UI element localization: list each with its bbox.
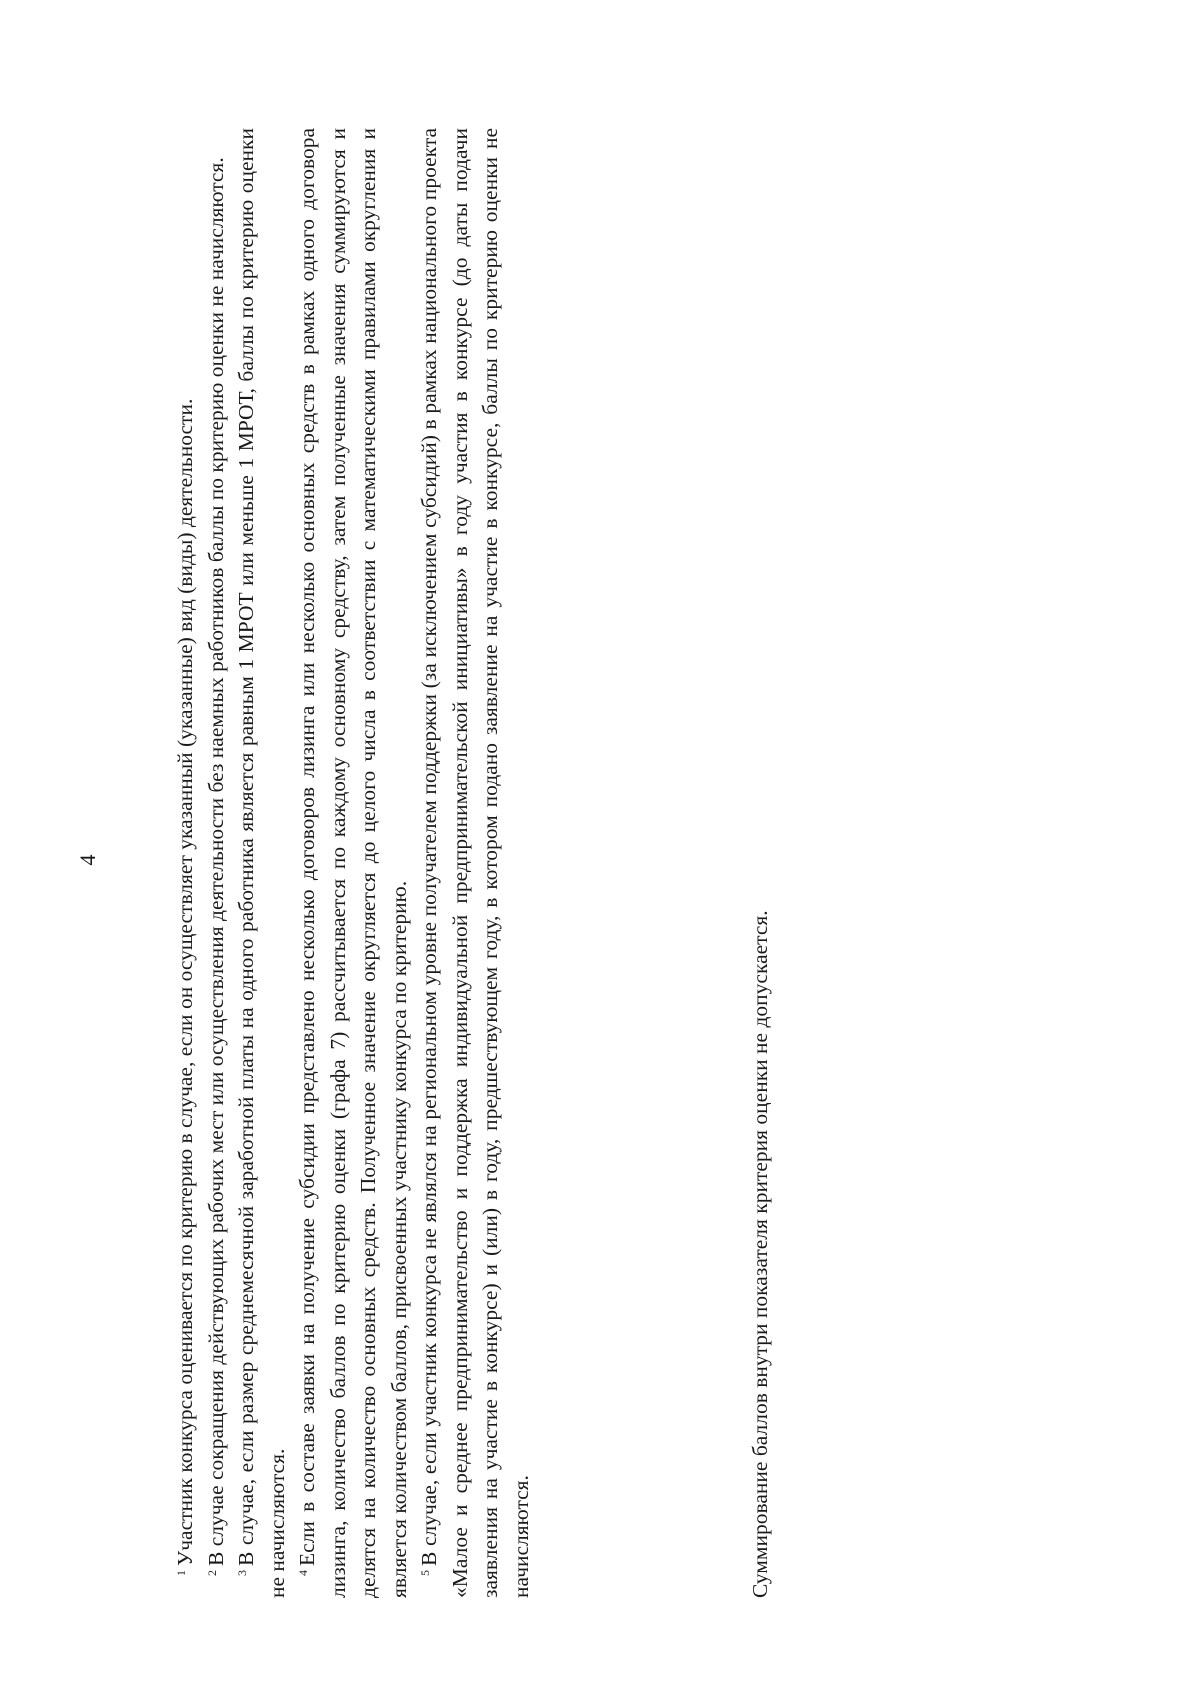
summary-note: Суммирование баллов внутри показателя критерия оценки не допускается. — [748, 910, 772, 1598]
footnote-text: Участник конкурса оценивается по критерию в случае, если он осуществляет указанный (указанные) вид (виды) деятельности. — [173, 398, 197, 1566]
footnote-text: В случае, если участник конкурса не являлся на региональном уровне получателем поддержки (за исключением субсидий) в рамках национального проекта «Малое и среднее предпринимательство и поддержка индивидуальной предпринимательской инициативы» в году участия в конкурсе (до даты подачи заявления на участие в конкурсе) и (или) в году, предшествующем году, в котором подано заявление на участие в конкурсе, баллы по критерию оценки не начисляются. — [417, 128, 533, 1598]
footnote-4 — [292, 128, 414, 1598]
footnote-1 — [170, 128, 201, 1598]
footnote-5 — [414, 128, 536, 1598]
rotated-page-content — [75, 128, 810, 1598]
footnote-2 — [201, 128, 232, 1598]
footnote-mark: 5 — [418, 1570, 432, 1576]
footnote-mark: 3 — [235, 1570, 249, 1576]
page-number: 4 — [75, 854, 100, 866]
footnote-mark: 1 — [174, 1570, 188, 1576]
footnote-3 — [231, 128, 292, 1598]
footnote-mark: 4 — [296, 1570, 310, 1576]
footnote-text: В случае, если размер среднемесячной заработной платы на одного работника является равным 1 МРОТ или меньше 1 МРОТ, баллы по критерию оценки не начисляются. — [234, 128, 289, 1598]
footnote-text: В случае сокращения действующих рабочих мест или осуществления деятельности без наемных работников баллы по критерию оценки не начисляются. — [203, 157, 228, 1566]
footnote-mark: 2 — [204, 1570, 219, 1576]
footnote-text: Если в составе заявки на получение субсидии представлено несколько договоров лизинга или несколько основных средств в рамках одного договора лизинга, количество баллов по критерию оценки (графа 7) рассчитывается по каждому основному средству, затем полученные значения суммируются и делятся на количество основных средств. Полученное значение округляется до целого числа в соответствии с математическими правилами округления и является количеством баллов, присвоенных участнику конкурса по критерию. — [295, 128, 411, 1598]
footnotes — [170, 128, 536, 1598]
